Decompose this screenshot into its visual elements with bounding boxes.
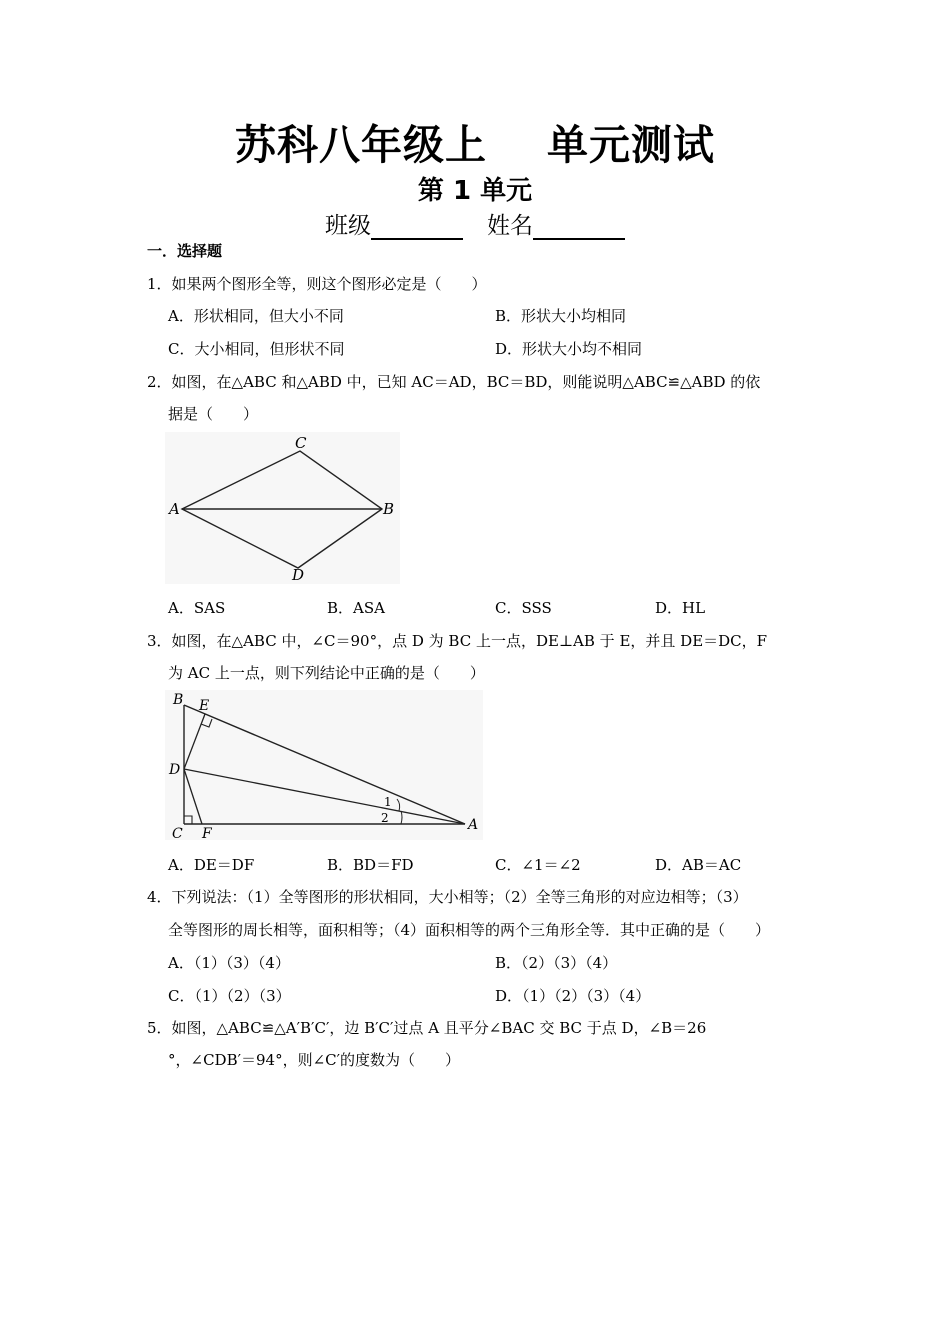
q3-option-a: A．DE＝DF: [168, 856, 255, 874]
q4-option-b: B．（2）（3）（4）: [495, 954, 618, 972]
q4-stem-line1: 4．下列说法：（1）全等图形的形状相同，大小相等；（2）全等三角形的对应边相等；（3）: [147, 888, 748, 906]
q2-stem-line1: 2．如图，在△ABC 和△ABD 中，已知 AC＝AD，BC＝BD，则能说明△ABC≌△ABD 的依: [147, 373, 761, 391]
q3-label-a: A: [468, 817, 479, 833]
q5-stem-line2: °，∠CDB′＝94°，则∠C′的度数为（ ）: [168, 1051, 461, 1069]
title-left: 苏科八年级上: [235, 121, 487, 169]
q1-option-b: B．形状大小均相同: [495, 307, 627, 325]
class-label: 班级: [325, 213, 371, 239]
q1-stem: 1．如果两个图形全等，则这个图形必定是（ ）: [147, 275, 487, 293]
q3-figure: [165, 690, 483, 840]
q4-stem-line2: 全等图形的周长相等，面积相等；（4）面积相等的两个三角形全等．其中正确的是（ ）: [168, 921, 771, 939]
class-name-line: [0, 207, 950, 240]
q2-figure-background: [165, 432, 400, 584]
q3-label-d: D: [169, 762, 181, 778]
q2-label-c: C: [295, 434, 307, 452]
name-blank[interactable]: [533, 216, 625, 240]
q2-option-d: D．HL: [655, 599, 706, 617]
q3-label-angle-1: 1: [384, 795, 392, 809]
q3-stem-line2: 为 AC 上一点，则下列结论中正确的是（ ）: [168, 664, 485, 682]
q5-stem-line1: 5．如图，△ABC≌△A′B′C′，边 B′C′过点 A 且平分∠BAC 交 BC 于点 D，∠B＝26: [147, 1019, 707, 1037]
q3-label-e: E: [199, 698, 210, 714]
q1-option-a: A．形状相同，但大小不同: [168, 307, 344, 325]
q2-stem-line2: 据是（ ）: [168, 405, 259, 423]
q3-label-c: C: [172, 826, 183, 840]
page-title: [0, 112, 950, 171]
q3-option-d: D．AB＝AC: [655, 856, 742, 874]
q2-label-a: A: [169, 500, 180, 518]
q2-figure: [165, 432, 400, 584]
title-right: 单元测试: [547, 121, 715, 169]
q1-option-c: C．大小相同，但形状不同: [168, 340, 345, 358]
name-label: 姓名: [487, 213, 533, 239]
q2-label-b: B: [383, 500, 395, 518]
unit-subtitle: 第 1 单元: [417, 176, 533, 206]
q2-option-c: C．SSS: [495, 599, 552, 617]
q3-label-b: B: [173, 692, 184, 708]
q2-option-a: A．SAS: [168, 599, 226, 617]
q3-option-b: B．BD＝FD: [327, 856, 414, 874]
q4-option-d: D．（1）（2）（3）（4）: [495, 987, 651, 1005]
q4-option-a: A．（1）（3）（4）: [168, 954, 290, 972]
class-blank[interactable]: [371, 216, 463, 240]
q3-stem-line1: 3．如图，在△ABC 中，∠C＝90°，点 D 为 BC 上一点，DE⊥AB 于 E，并且 DE＝DC，F: [147, 632, 768, 650]
q1-option-d: D．形状大小均不相同: [495, 340, 643, 358]
q2-option-b: B．ASA: [327, 599, 385, 617]
q4-option-c: C．（1）（2）（3）: [168, 987, 291, 1005]
q3-option-c: C．∠1＝∠2: [495, 856, 581, 874]
q3-label-angle-2: 2: [381, 811, 389, 825]
q2-label-d: D: [292, 566, 305, 584]
q3-label-f: F: [202, 826, 212, 840]
section-heading: 一．选择题: [147, 242, 223, 260]
